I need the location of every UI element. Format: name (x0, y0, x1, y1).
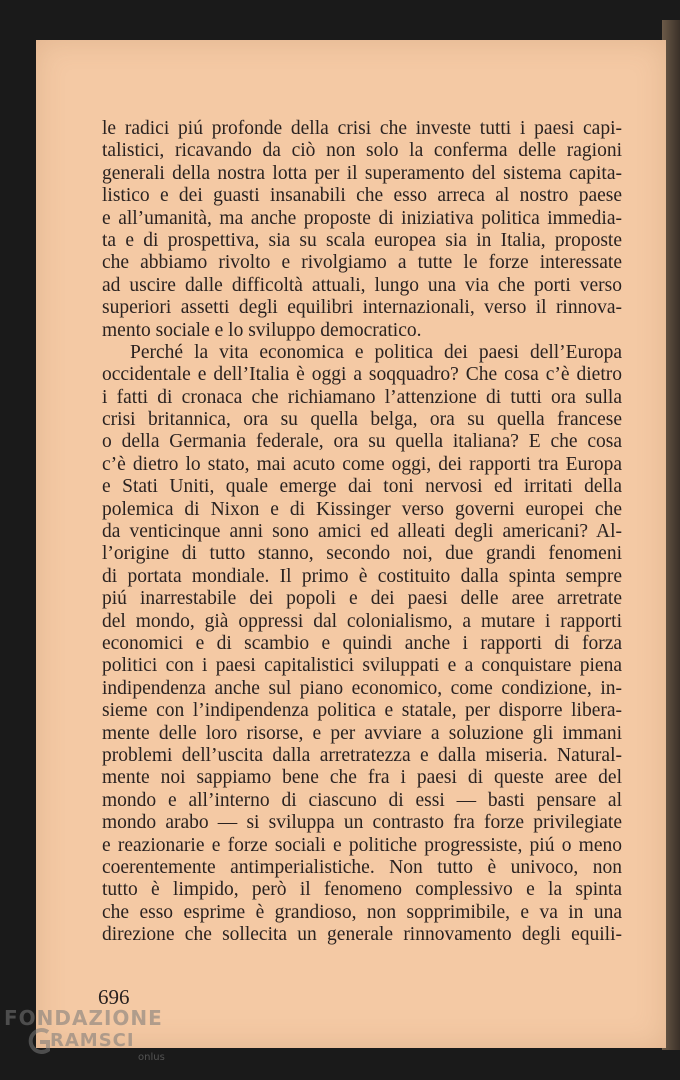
text-line: da venticinque anni sono amici ed alleati degli americani? Al- (102, 521, 622, 543)
text-line: e reazionarie e forze sociali e politiche progressiste, piú o meno (102, 834, 622, 856)
text-line: superiori assetti degli equilibri internazionali, verso il rinnova- (102, 297, 622, 319)
text-line: del mondo, già oppressi dal colonialismo, a mutare i rapporti (102, 610, 622, 632)
text-line: tutto è limpido, però il fenomeno complessivo e la spinta (102, 879, 622, 901)
text-line: mondo e all’interno di ciascuno di essi — basti pensare al (102, 789, 622, 811)
text-line: i fatti di cronaca che richiamano l’attenzione di tutti ora sulla (102, 386, 622, 408)
text-line: l’origine di tutto stanno, secondo noi, due grandi fenomeni (102, 543, 622, 565)
text-line: polemica di Nixon e di Kissinger verso governi europei che (102, 498, 622, 520)
text-line: mento sociale e lo sviluppo democratico. (102, 319, 422, 341)
body-text (102, 118, 622, 946)
text-line: politici con i paesi capitalistici sviluppati e a conquistare piena (102, 655, 622, 677)
watermark-title: FONDAZIONE (4, 1006, 163, 1030)
text-line: coerentemente antimperialistiche. Non tutto è univoco, non (102, 856, 622, 878)
watermark-subtitle: RAMSCI (50, 1030, 135, 1051)
text-line: generali della nostra lotta per il superamento del sistema capita- (102, 162, 622, 184)
text-line: e Stati Uniti, quale emerge dai toni nervosi ed irritati della (102, 476, 622, 498)
text-line: di portata mondiale. Il primo è costituito dalla spinta sempre (102, 565, 622, 587)
text-line: problemi dell’uscita dalla arretratezza e dalla miseria. Natural- (102, 744, 622, 766)
text-line: piú inarrestabile dei popoli e dei paesi delle aree arretrate (102, 588, 622, 610)
text-line: Perché la vita economica e politica dei paesi dell’Europa (130, 341, 622, 363)
text-line: occidentale e dell’Italia è oggi a soqquadro? Che cosa c’è dietro (102, 364, 622, 386)
text-line: le radici piú profonde della crisi che investe tutti i paesi capi- (102, 118, 622, 139)
page-number: 696 (98, 985, 130, 1009)
text-line: e all’umanità, ma anche proposte di iniziativa politica immedia- (102, 207, 622, 229)
text-line: economici e di scambio e quindi anche i rapporti di forza (102, 632, 622, 654)
text-line: ad uscire dalle difficoltà attuali, lungo una via che porti verso (102, 274, 622, 296)
watermark-suffix: onlus (138, 1052, 165, 1063)
text-line: mente noi sappiamo bene che fra i paesi di queste aree del (102, 767, 622, 789)
text-line: listico e dei guasti insanabili che esso arreca al nostro paese (102, 185, 622, 207)
text-line: che abbiamo rivolto e rivolgiamo a tutte le forze interessate (102, 252, 622, 274)
text-line: sieme con l’indipendenza politica e statale, per disporre libera- (102, 700, 622, 722)
text-line: indipendenza anche sul piano economico, come condizione, in- (102, 677, 622, 699)
text-line: direzione che sollecita un generale rinnovamento degli equili- (102, 924, 622, 946)
watermark (2, 1000, 192, 1080)
text-line: ta e di prospettiva, sia su scala europea sia in Italia, proposte (102, 229, 622, 251)
text-line: mente delle loro risorse, e per avviare a soluzione gli immani (102, 722, 622, 744)
text-line: crisi britannica, ora su quella belga, ora su quella francese (102, 409, 622, 431)
text-line: c’è dietro lo stato, mai acuto come oggi, dei rapporti tra Europa (102, 453, 622, 475)
text-line: talistici, ricavando da ciò non solo la conferma delle ragioni (102, 140, 622, 162)
book-page (36, 40, 666, 1048)
text-line: che esso esprime è grandioso, non sopprimibile, e va in una (102, 901, 622, 923)
text-line: o della Germania federale, ora su quella italiana? E che cosa (102, 431, 622, 453)
watermark-logo-icon (26, 1024, 52, 1058)
text-line: mondo arabo — si sviluppa un contrasto fra forze privilegiate (102, 812, 622, 834)
